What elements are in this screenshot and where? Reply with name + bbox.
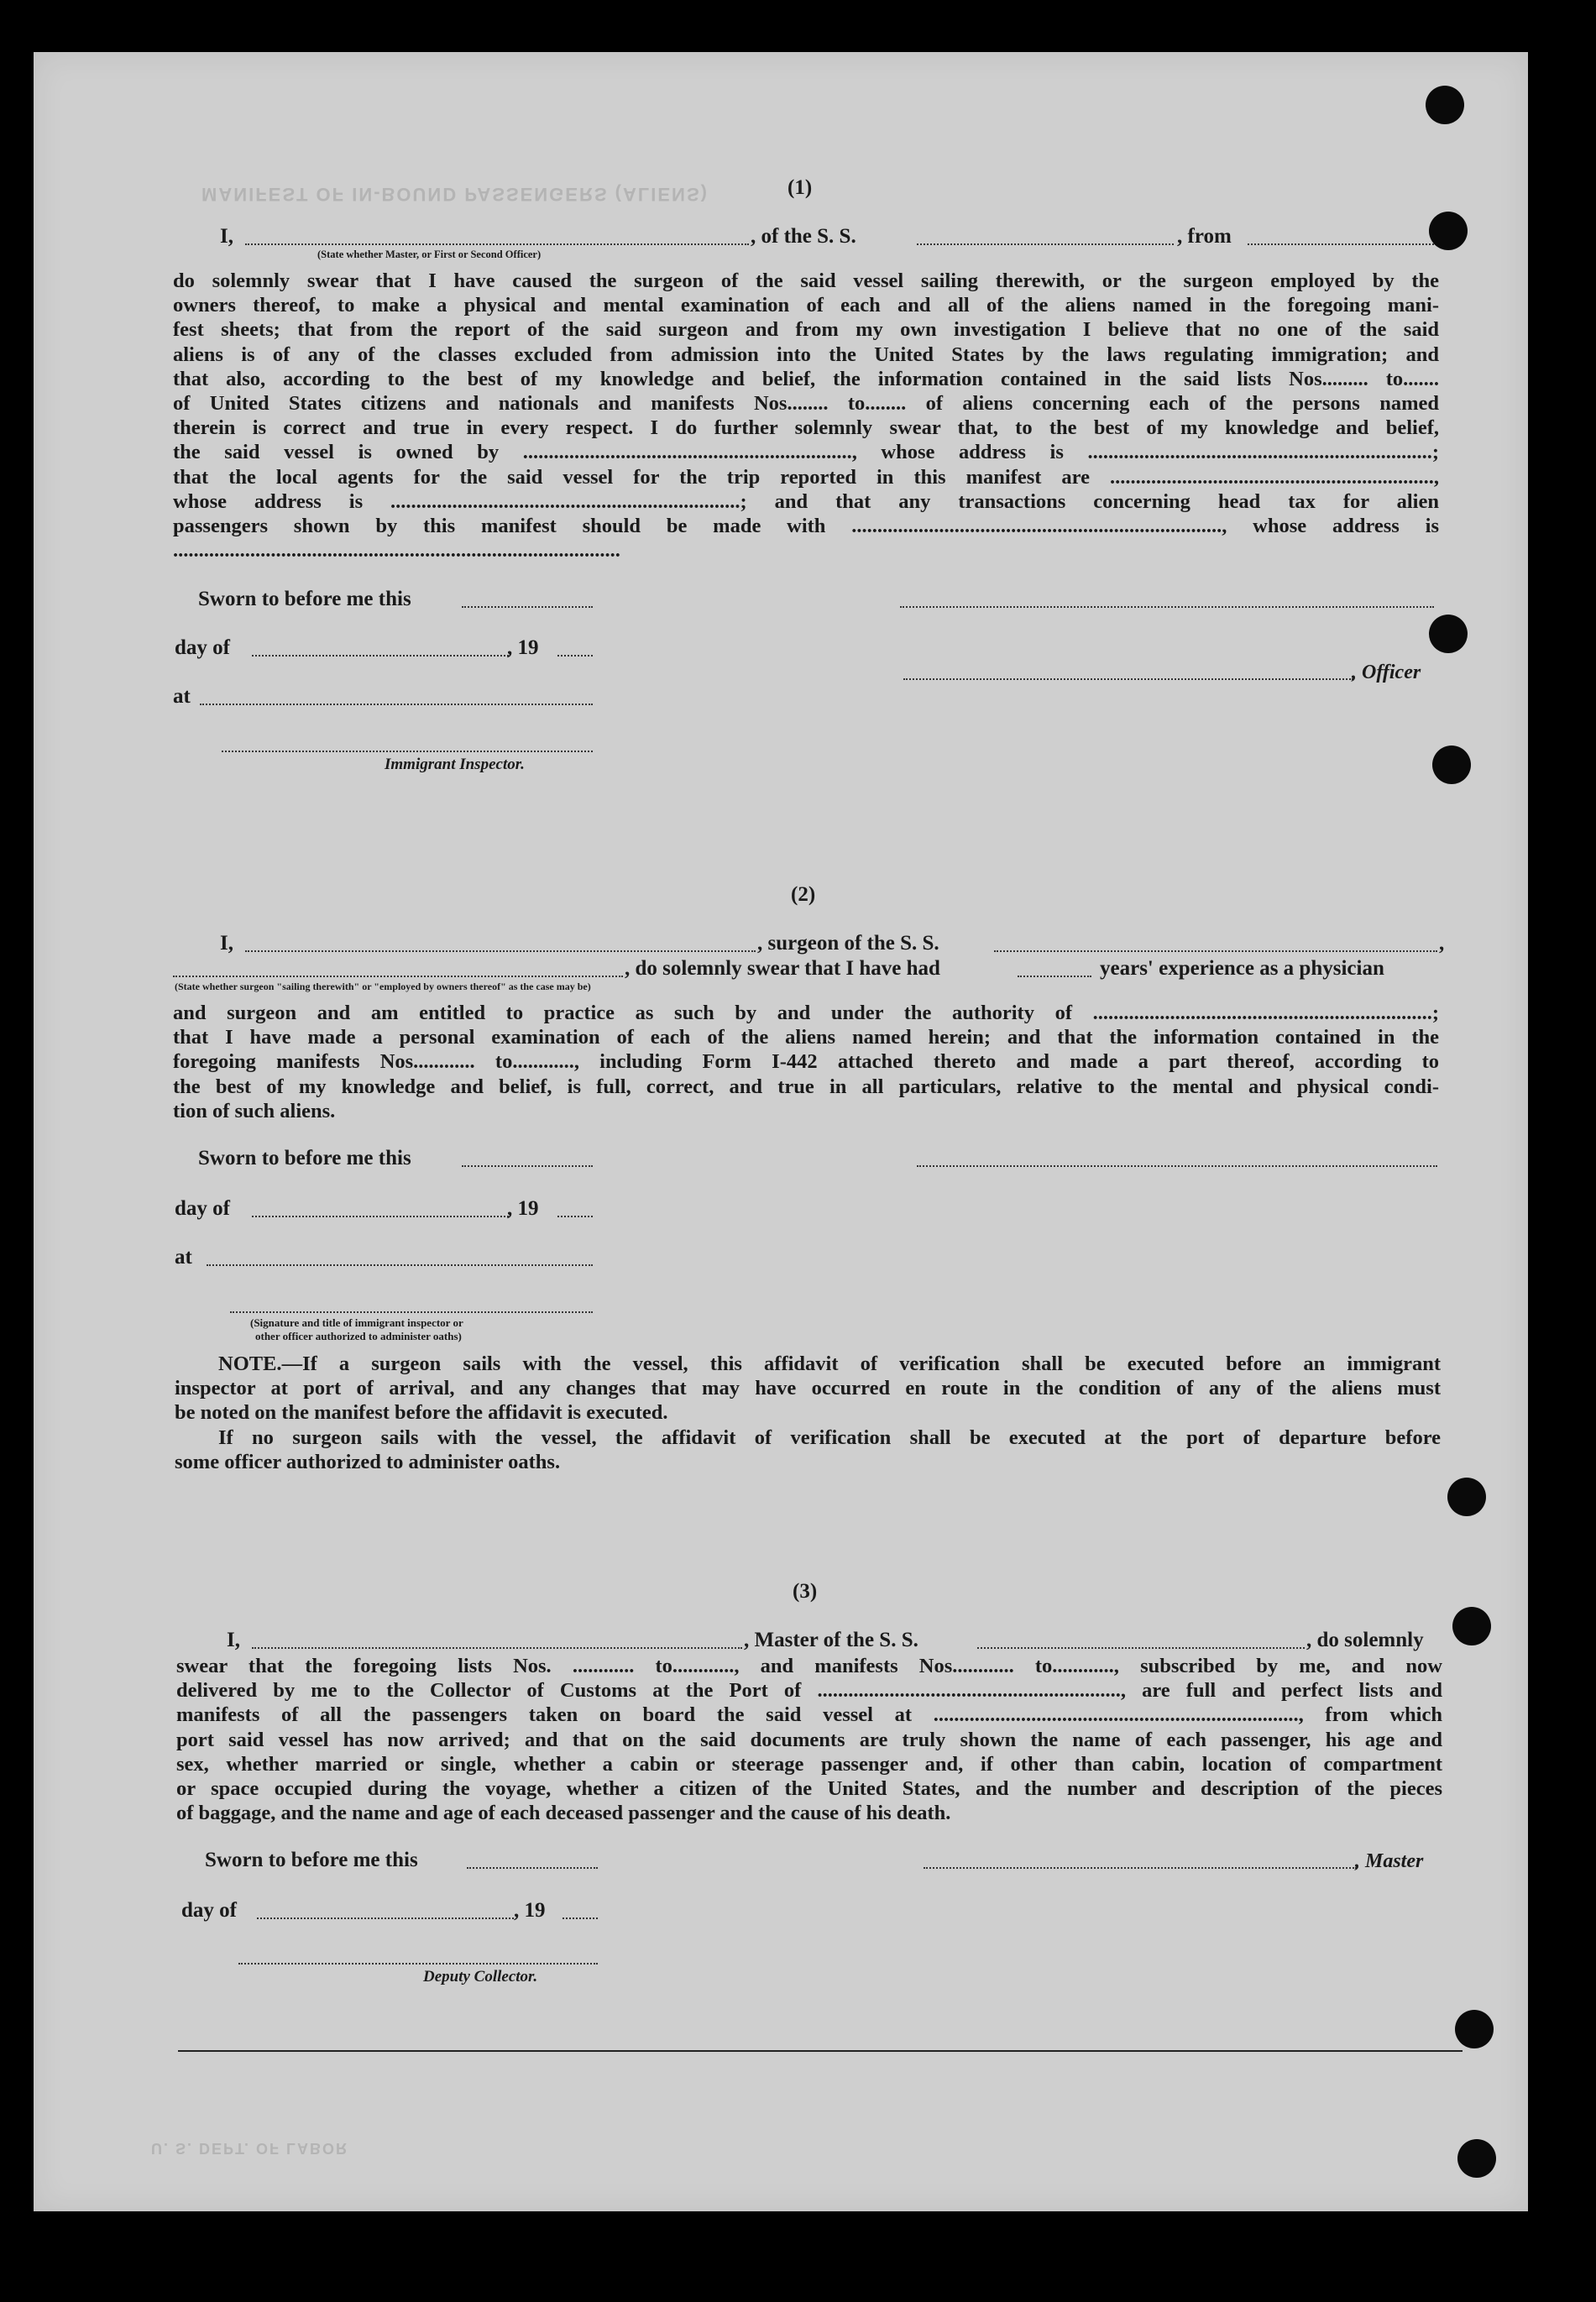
text-line xyxy=(175,1352,1441,1376)
text-line: tion of such aliens. xyxy=(173,1099,336,1122)
text-line: swear that the foregoing lists Nos. ............ to............, and manifests Nos............ to............, subscribed by me, and now xyxy=(176,1655,1442,1677)
day-label: day of xyxy=(175,636,230,659)
text-line: be noted on the manifest before the affidavit is executed. xyxy=(175,1401,668,1425)
text-line: or space occupied during the voyage, whether a citizen of the United States, and the number and description of the pieces xyxy=(176,1777,1442,1801)
affidavit-body xyxy=(173,1001,1439,1123)
text-line: and surgeon and am entitled to practice as such by and under the authority of ..................................................................; xyxy=(173,1002,1439,1024)
sworn-date-field[interactable] xyxy=(462,606,593,608)
note-text: —If a surgeon sails with the vessel, this affidavit of verification shall be executed before an immigrant xyxy=(281,1352,1441,1375)
sworn-date-field[interactable] xyxy=(467,1867,598,1869)
day-field[interactable] xyxy=(252,1216,509,1217)
year-field[interactable] xyxy=(557,655,593,657)
year-label: , 19 xyxy=(514,1899,546,1922)
text-line: fest sheets; that from the report of the said surgeon and from my own investigation I believe that no one of the said xyxy=(173,318,1439,342)
text-line: that the local agents for the said vessel for the trip reported in this manifest are ..............................................................., xyxy=(173,465,1439,489)
collector-signature-field[interactable] xyxy=(238,1963,598,1965)
surgeon-signature-field[interactable] xyxy=(917,1165,1437,1167)
master-label: , Master xyxy=(1355,1850,1424,1872)
affidavit-body xyxy=(176,1654,1442,1825)
collector-label: Deputy Collector. xyxy=(423,1968,538,1985)
text-line: the best of my knowledge and belief, is full, correct, and true in all particulars, relative to the mental and physical condi- xyxy=(173,1075,1439,1098)
year-field[interactable] xyxy=(557,1216,593,1217)
section-number: (1) xyxy=(788,176,813,199)
section-text: , surgeon of the S. S. xyxy=(757,932,939,955)
text-line: ....................................................................................... xyxy=(173,539,620,562)
section-text: I, xyxy=(220,932,233,955)
sworn-label: Sworn to before me this xyxy=(198,1147,411,1169)
section-text: years' experience as a physician xyxy=(1100,957,1384,980)
at-label: at xyxy=(175,1246,192,1269)
place-field[interactable] xyxy=(207,1264,593,1266)
note-block xyxy=(175,1352,1441,1474)
section-text: , xyxy=(1439,932,1445,955)
text-line: that also, according to the best of my knowledge and belief, the information contained in the said lists Nos......... to....... xyxy=(173,367,1439,390)
inspector-label: Immigrant Inspector. xyxy=(385,756,525,773)
vessel-name-field[interactable] xyxy=(994,950,1437,952)
bleed-through-text: MANIFEST OF IN-BOUND PASSENGERS (ALIENS) xyxy=(201,184,709,205)
text-line: that I have made a personal examination of each of the aliens named herein; and that the information contained in the xyxy=(173,1026,1439,1049)
text-line: foregoing manifests Nos............ to............, including Form I-442 attached thereto and made a part thereof, according to xyxy=(173,1050,1439,1074)
inspector-signature-field[interactable] xyxy=(230,1311,593,1313)
section-text: I, xyxy=(220,225,233,248)
field-caption: (State whether surgeon "sailing therewith" or "employed by owners thereof" as the case may be) xyxy=(175,981,591,992)
text-line: sex, whether married or single, whether a cabin or steerage passenger and, if other than cabin, location of compartment xyxy=(176,1752,1442,1776)
text-line: delivered by me to the Collector of Customs at the Port of ..........................................................., are full and perfect lists and xyxy=(176,1679,1442,1703)
section-text: , do solemnly swear that I have had xyxy=(625,957,940,980)
officer-title-label: , Officer xyxy=(1352,662,1421,683)
text-line: do solemnly swear that I have caused the surgeon of the said vessel sailing therewith, or the surgeon employed by the xyxy=(173,269,1439,292)
year-field[interactable] xyxy=(563,1917,598,1919)
text-line: manifests of all the passengers taken on board the said vessel at ......................................................................., from which xyxy=(176,1703,1442,1727)
sworn-label: Sworn to before me this xyxy=(205,1849,418,1871)
section-text: , Master of the S. S. xyxy=(744,1629,918,1651)
text-line: of baggage, and the name and age of each deceased passenger and the cause of his death. xyxy=(176,1802,951,1825)
punch-hole xyxy=(1432,746,1471,784)
text-line: aliens is of any of the classes excluded from admission into the United States by the laws regulating immigration; and xyxy=(173,343,1439,366)
vessel-name-field[interactable] xyxy=(977,1647,1305,1649)
years-field[interactable] xyxy=(1018,976,1091,977)
signature-caption: other officer authorized to administer oaths) xyxy=(255,1330,462,1342)
text-line: passengers shown by this manifest should be made with ........................................................................, whose address is xyxy=(173,515,1439,538)
sworn-date-field[interactable] xyxy=(462,1165,593,1167)
inspector-signature-field[interactable] xyxy=(222,751,593,752)
affidavit-body xyxy=(173,269,1439,562)
place-field[interactable] xyxy=(200,704,593,705)
punch-hole xyxy=(1429,212,1468,250)
punch-hole xyxy=(1426,86,1464,124)
text-line: therein is correct and true in every respect. I do further solemnly swear that, to the best of my knowledge and belief, xyxy=(173,416,1439,440)
officer-title-field[interactable] xyxy=(903,678,1353,680)
text-line: If no surgeon sails with the vessel, the affidavit of verification shall be executed at the port of departure before xyxy=(218,1426,1441,1449)
text-line: owners thereof, to make a physical and mental examination of each and all of the aliens named in the foregoing mani- xyxy=(173,294,1439,317)
text-line: of United States citizens and nationals and manifests Nos........ to........ of aliens concerning each of the persons named xyxy=(173,392,1439,416)
section-text: , from xyxy=(1177,225,1232,248)
at-label: at xyxy=(173,685,191,708)
note-label: NOTE. xyxy=(218,1352,282,1375)
section-number: (2) xyxy=(791,883,816,906)
sworn-label: Sworn to before me this xyxy=(198,588,411,610)
signature-caption: (Signature and title of immigrant inspector or xyxy=(250,1316,463,1329)
field-caption: (State whether Master, or First or Second Officer) xyxy=(317,249,542,260)
text-line: some officer authorized to administer oaths. xyxy=(175,1450,561,1473)
text-line: inspector at port of arrival, and any changes that may have occurred en route in the condition of any of the aliens must xyxy=(175,1377,1441,1400)
master-signature-field[interactable] xyxy=(924,1867,1357,1869)
year-label: , 19 xyxy=(507,1197,539,1220)
officer-signature-field[interactable] xyxy=(900,606,1434,608)
section-text: , of the S. S. xyxy=(751,225,856,248)
day-field[interactable] xyxy=(257,1917,514,1919)
officer-name-field[interactable] xyxy=(245,243,749,245)
surgeon-status-field[interactable] xyxy=(173,976,623,977)
bottom-rule xyxy=(178,2050,1463,2052)
day-field[interactable] xyxy=(252,655,509,657)
year-label: , 19 xyxy=(507,636,539,659)
bleed-through-text: U. S. DEPT. OF LABOR xyxy=(151,2140,349,2157)
punch-hole xyxy=(1429,615,1468,653)
text-line: the said vessel is owned by ................................................................, whose address is ...................................................................; xyxy=(173,441,1439,464)
section-text: I, xyxy=(227,1629,240,1651)
vessel-name-field[interactable] xyxy=(917,243,1174,245)
section-text: , do solemnly xyxy=(1306,1629,1424,1651)
punch-hole xyxy=(1447,1478,1486,1516)
day-label: day of xyxy=(181,1899,237,1922)
from-port-field[interactable] xyxy=(1248,243,1434,245)
day-label: day of xyxy=(175,1197,230,1220)
punch-hole xyxy=(1452,1607,1491,1645)
punch-hole xyxy=(1455,2010,1494,2048)
surgeon-name-field[interactable] xyxy=(245,950,756,952)
text-line: whose address is ....................................................................; and that any transactions concerning head tax for alien xyxy=(173,489,1439,513)
section-number: (3) xyxy=(793,1580,818,1603)
punch-hole xyxy=(1457,2139,1496,2178)
master-name-field[interactable] xyxy=(252,1647,742,1649)
text-line: port said vessel has now arrived; and that on the said documents are truly shown the name of each passenger, his age and xyxy=(176,1728,1442,1751)
